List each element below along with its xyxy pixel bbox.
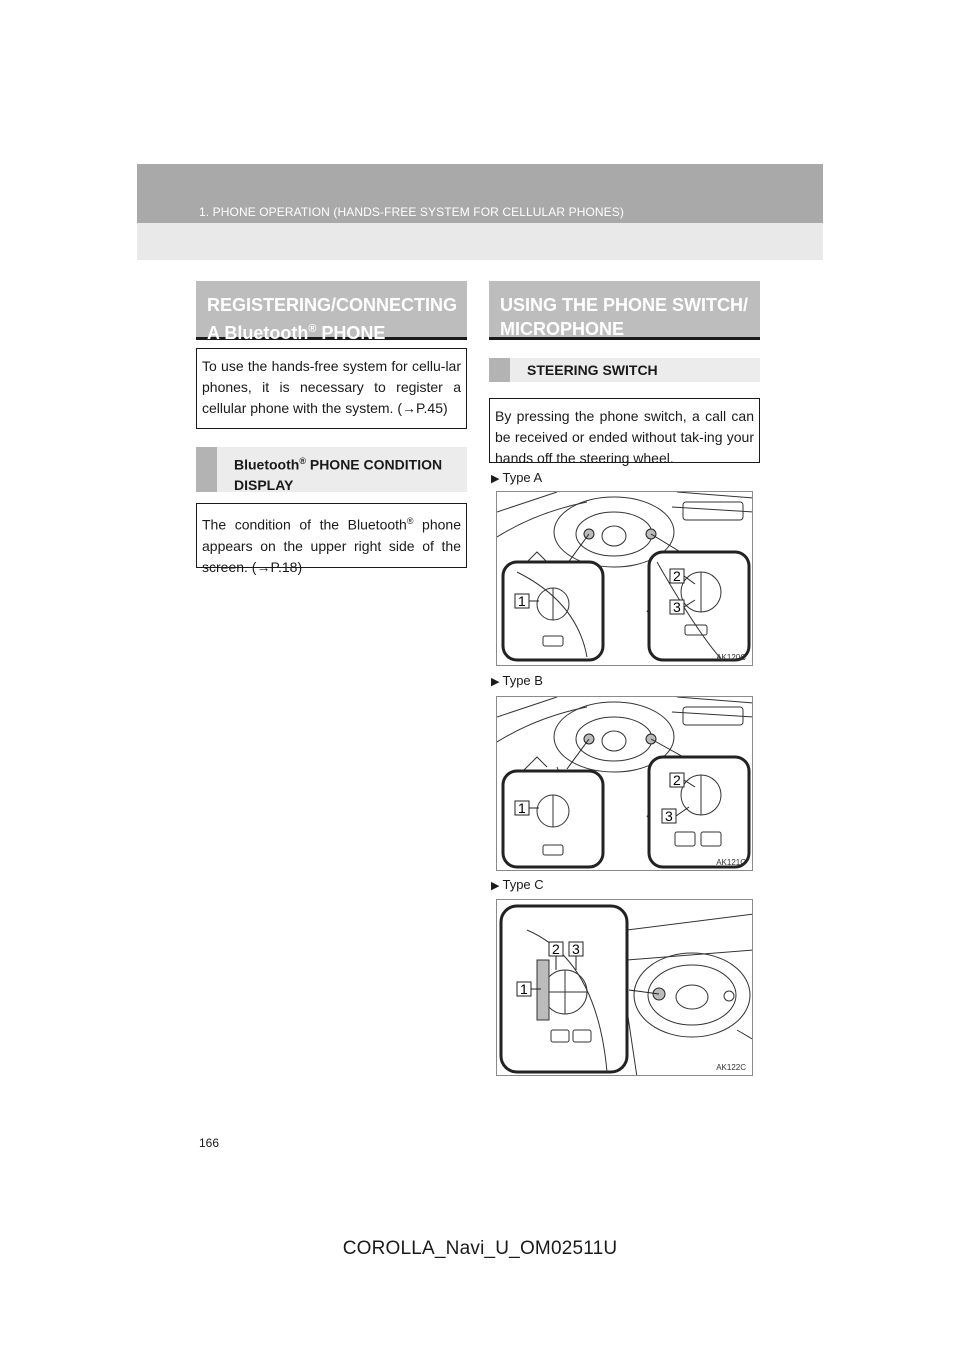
type-c-label: ▶ Type C [491,877,544,892]
callout-3: 3 [665,808,673,824]
registered-mark: ® [406,516,414,526]
callout-1: 1 [518,593,526,609]
triangle-right-icon: ▶ [491,473,500,485]
callout-2: 2 [673,568,681,584]
section-heading-phone-switch [489,281,760,340]
heading-line-1: USING THE PHONE SWITCH/ [500,295,749,315]
heading-line-2: MICROPHONE [500,319,625,339]
condition-text-post: phone appears on the upper right side of the screen. (→P.18) [202,516,461,575]
subheading-line-1-post: PHONE CONDITION [305,456,443,473]
figure-type-c [496,899,753,1076]
document-code: COROLLA_Navi_U_OM02511U [342,1238,618,1259]
registering-text: To use the hands-free system for cellu-lar phones, it is necessary to register a cellular phone with the system. (→P.45) [202,358,461,416]
section-heading-registering [196,281,467,343]
subheading-line-2: DISPLAY [234,476,294,493]
chapter-title: 1. PHONE OPERATION (HANDS-FREE SYSTEM FOR CELLULAR PHONES) [199,205,624,219]
type-b-label: ▶ Type B [491,673,543,688]
condition-info-box [196,503,467,575]
subheading-steering-switch [489,358,760,382]
figure-code: AK120C [716,653,746,662]
registered-mark: ® [299,456,306,466]
heading-line-1: REGISTERING/CONNECTING [207,295,458,315]
triangle-right-icon: ▶ [491,880,500,892]
figure-type-a [496,491,753,666]
triangle-right-icon: ▶ [491,676,500,688]
heading-line-2-pre: A Bluetooth [207,323,309,343]
registering-info-box [196,348,467,429]
figure-type-b [496,696,753,871]
subheading-text: STEERING SWITCH [527,362,658,378]
subheading-line-1-pre: Bluetooth [234,456,300,473]
steering-info-box [489,398,760,466]
callout-3: 3 [673,599,681,615]
steering-text: By pressing the phone switch, a call can be received or ended without tak-ing your hands off the steering wheel. [495,408,754,466]
callout-2: 2 [673,772,681,788]
type-a-label: ▶ Type A [491,470,543,485]
heading-line-2-post: PHONE [316,323,386,343]
registered-mark: ® [308,323,317,335]
callout-3: 3 [572,941,580,957]
callout-2: 2 [552,941,560,957]
condition-text-pre: The condition of the Bluetooth [202,516,407,533]
steering-switch-illustration-b [497,697,753,871]
page-number: 166 [199,1136,220,1150]
steering-switch-illustration-c [497,900,753,1076]
subheading-condition-display [196,447,467,492]
callout-1: 1 [520,981,528,997]
callout-1: 1 [518,800,526,816]
figure-code: AK121C [716,858,746,867]
figure-code: AK122C [716,1063,746,1072]
steering-switch-illustration-a [497,492,753,666]
